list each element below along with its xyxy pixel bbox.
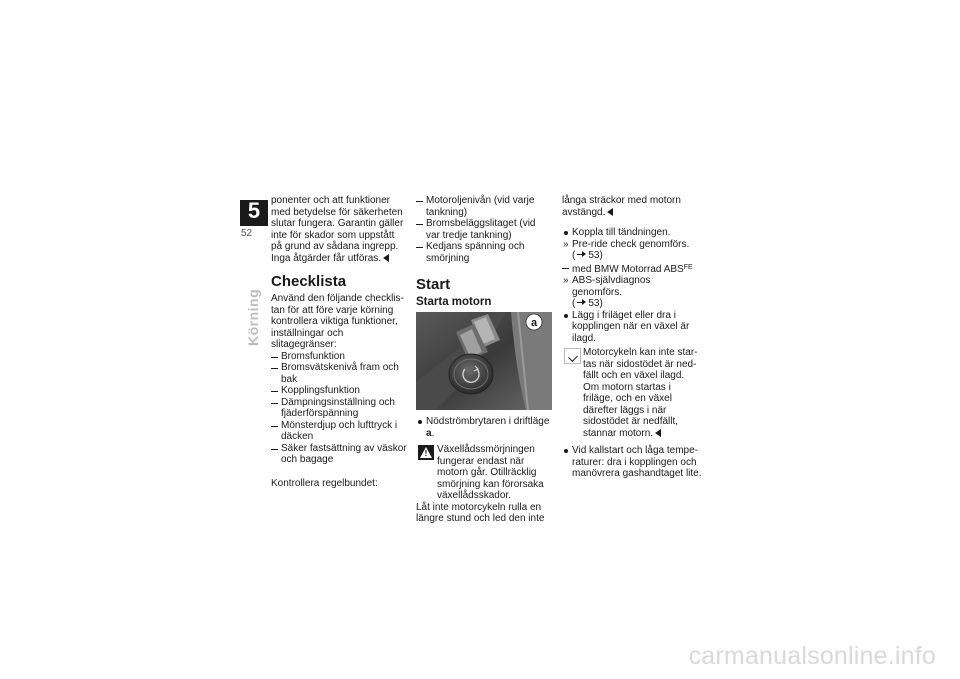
checklist-lead: Använd den följande checklistan för att före varje körning kontrollera viktiga funktioner, inställningar och slitagegränser:	[271, 293, 404, 350]
kill-switch-photo	[416, 312, 552, 410]
warning-text: Växellådssmörjningen fungerar endast när motorn går. Otillräcklig smörjning kan förorsaka växellådsskador.	[437, 444, 544, 501]
tab-divider	[240, 224, 268, 226]
intro-paragraph: ponenter och att funktioner med betydelse för säkerheten slutar fungera. Garantin gäller inte för skador som uppstått på grund av sådana ingrepp.	[271, 195, 404, 252]
column-3	[562, 195, 702, 480]
regular-check-item: Kedjans spänning och smörjning	[416, 241, 552, 264]
end-mark-icon	[655, 429, 661, 437]
checklist-item: Säker fastsättning av väskor och bagage	[271, 443, 407, 466]
chapter-tab	[240, 200, 268, 224]
info-note	[562, 347, 702, 439]
checklist-item: Mönsterdjup och lufttryck i däcken	[271, 420, 407, 443]
chapter-side-title: Körning	[245, 288, 261, 346]
column-2	[416, 195, 552, 525]
start-heading: Start	[416, 276, 451, 293]
photo-callout-a: a	[530, 317, 538, 329]
page-ref-arrow-icon	[577, 251, 586, 258]
checklist-item: Kopplingsfunktion	[271, 385, 407, 397]
kill-switch-step: Nödströmbrytaren i driftläge a.	[416, 416, 552, 439]
result-preride: » Pre-ride check genomförs. ( 53)	[562, 239, 702, 262]
step-cold-start: Vid kallstart och låga temperaturer: dra i kopplingen och manövrera gashandtaget lite.	[562, 445, 702, 480]
option-abs: med BMW Motorrad $ABS^{FE}$	[562, 262, 702, 276]
warning-icon	[418, 445, 434, 460]
end-mark-icon	[607, 208, 613, 216]
page-ref-arrow-icon	[577, 299, 586, 306]
warning-text-cont: Låt inte motorcykeln rulla en längre stund och led den inte	[416, 501, 545, 524]
watermark: carmanualsonline.info	[688, 642, 936, 670]
step-ignition: Koppla till tändningen.	[562, 227, 702, 239]
column-1	[271, 195, 407, 489]
regular-check-item: Motoroljenivån (vid varje tankning)	[416, 195, 552, 218]
chapter-number: 5	[247, 198, 261, 223]
warning-note	[416, 444, 552, 525]
end-mark-icon	[383, 254, 389, 262]
page-number: 52	[241, 228, 253, 239]
checklist-item: Dämpningsinställning och fjäderförspänning	[271, 397, 407, 420]
result-abs-diagnosis: » ABS-självdiagnos genomförs. ( 53)	[562, 275, 702, 310]
start-engine-subheading: Starta motorn	[416, 296, 492, 308]
info-text: Motorcykeln kan inte startas när sidostödet är nedfällt och en växel ilagd. Om motorn startas i friläge, och en växel därefter läggs i när sidostödet är nedfällt, stannar motorn.	[583, 347, 698, 439]
checklist-heading: Checklista	[271, 273, 347, 290]
regular-check-item: Bromsbeläggslitaget (vid var tredje tankning)	[416, 218, 552, 241]
checklist-item: Bromsvätskenivå fram och bak	[271, 362, 407, 385]
step-neutral: Lägg i friläget eller dra i kopplingen när en växel är ilagd.	[562, 310, 702, 345]
page-ref: 53	[588, 250, 600, 261]
checklist-item: Bromsfunktion	[271, 351, 407, 363]
check-regularly: Kontrollera regelbundet:	[271, 477, 378, 489]
info-check-icon	[564, 348, 581, 364]
intro-end: Inga åtgärder får utföras.	[271, 253, 407, 265]
warning-continuation: långa sträckor med motorn avstängd.	[562, 195, 681, 218]
page-ref: 53	[588, 298, 600, 309]
